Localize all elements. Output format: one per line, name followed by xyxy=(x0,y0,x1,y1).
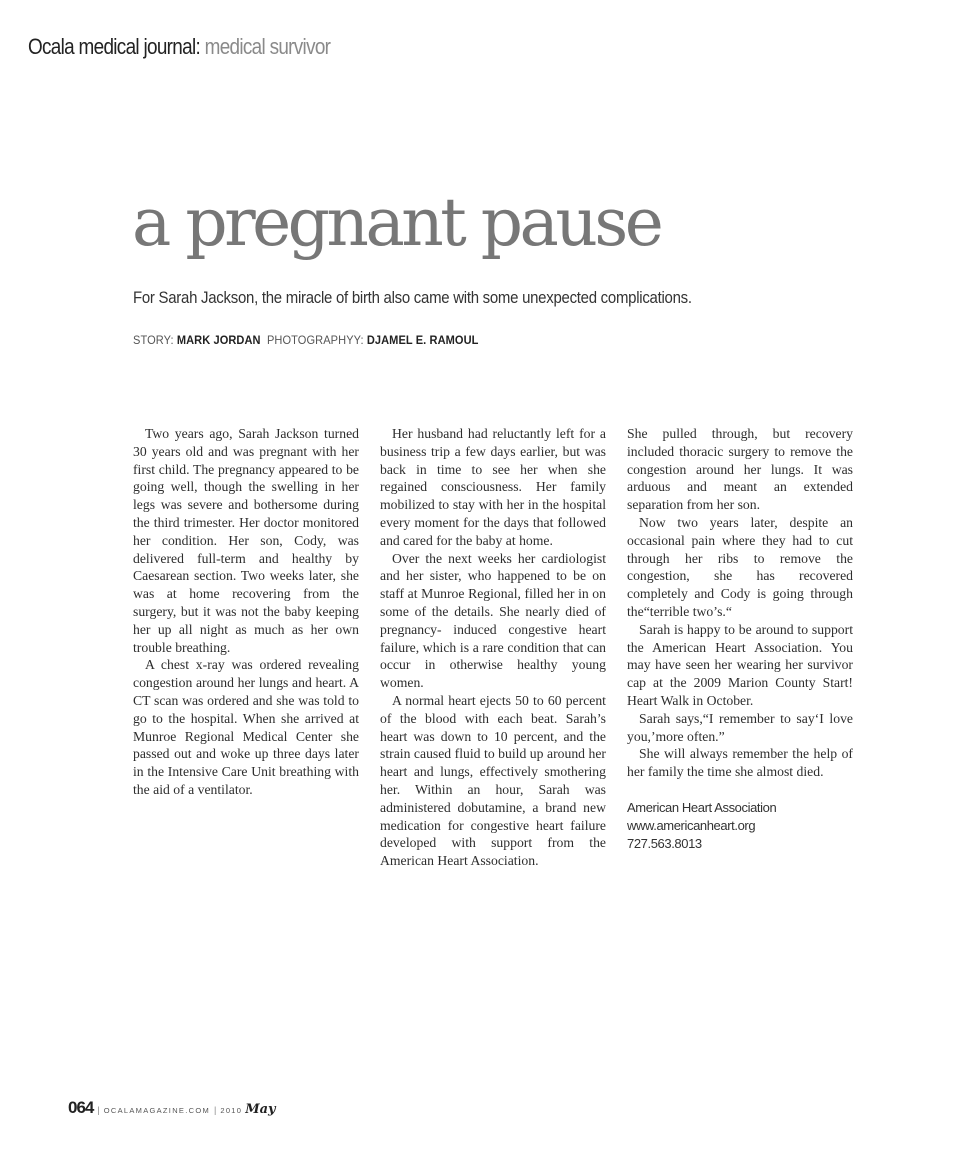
paragraph: Over the next weeks her cardiologist and her sister, who happened to be on staff at Munroe Regional, filled her in on some of the details. She nearly died of pregnancy- induced congestive heart failure, which is a rare condition that can occur in otherwise healthy young women. xyxy=(380,550,606,691)
paragraph: Now two years later, despite an occasional pain where they had to cut through her ribs to remove the congestion, she has recovered completely and Cody is going through the“terrible two’s.“ xyxy=(627,514,853,619)
contact-info xyxy=(627,799,853,853)
article-column-3 xyxy=(627,425,853,853)
issue-year: 2010 xyxy=(220,1106,243,1115)
article-deck: For Sarah Jackson, the miracle of birth also came with some unexpected complications. xyxy=(133,288,692,307)
article-column-1 xyxy=(133,425,359,799)
paragraph: Her husband had reluctantly left for a business trip a few days earlier, but was back in time to see her when she regained consciousness. Her family mobilized to stay with her in the hospital every moment for the days that followed and cared for the baby at home. xyxy=(380,426,606,548)
contact-phone: 727.563.8013 xyxy=(627,835,702,851)
paragraph: Sarah is happy to be around to support the American Heart Association. You may have seen her wearing her survivor cap at the 2009 Marion County Start! Heart Walk in October. xyxy=(627,621,853,708)
photo-author: DJAMEL E. RAMOUL xyxy=(366,333,479,347)
contact-website: www.americanheart.org xyxy=(627,817,756,833)
footer-separator: | xyxy=(97,1105,100,1115)
contact-org: American Heart Association xyxy=(627,799,777,815)
paragraph: Sarah says,“I remember to say‘I love you,’more often.” xyxy=(627,710,853,744)
subsection-name: medical survivor xyxy=(200,34,331,59)
issue-month: May xyxy=(245,1102,276,1117)
paragraph: She pulled through, but recovery included thoracic surgery to remove the congestion around her lungs. It was arduous and meant an extended separation from her son. xyxy=(627,426,853,513)
photo-label: PHOTOGRAPHYY: xyxy=(266,333,367,347)
paragraph: Two years ago, Sarah Jackson turned 30 years old and was pregnant with her first child. The pregnancy appeared to be going well, though the swelling in her legs was severe and bothersome during the third trimester. Her doctor monitored her condition. Her son, Cody, was delivered full-term and healthy by Caesarean section. Two weeks later, she was at home recovering from the surgery, but it was not the baby keeping her up all night as much as her own trouble breathing. xyxy=(133,426,359,655)
page-footer xyxy=(68,1098,276,1118)
story-author: MARK JORDAN xyxy=(176,333,261,347)
magazine-url: OCALAMAGAZINE.COM xyxy=(103,1106,210,1115)
paragraph: A chest x-ray was ordered revealing congestion around her lungs and heart. A CT scan was ordered and she was told to go to the hospital. When she arrived at Munroe Regional Medical Center she passed out and woke up three days later in the Intensive Care Unit breathing with the aid of a ventilator. xyxy=(133,657,359,797)
paragraph: A normal heart ejects 50 to 60 percent of the blood with each beat. Sarah’s heart was down to 10 percent, and the strain caused fluid to build up around her heart and lungs, effectively smothering her. Within an hour, Sarah was administered dobutamine, a brand new medication for congestive heart failure developed with support from the American Heart Association. xyxy=(380,692,606,869)
section-name: Ocala medical journal: xyxy=(28,34,201,59)
article-column-2 xyxy=(380,425,606,870)
footer-separator: | xyxy=(214,1105,217,1115)
byline xyxy=(133,333,479,347)
article-title: a pregnant pause xyxy=(132,184,661,261)
paragraph: She will always remember the help of her family the time she almost died. xyxy=(627,746,853,780)
story-label: STORY: xyxy=(133,333,177,347)
page-number: 064 xyxy=(68,1098,94,1117)
section-header xyxy=(28,34,330,60)
